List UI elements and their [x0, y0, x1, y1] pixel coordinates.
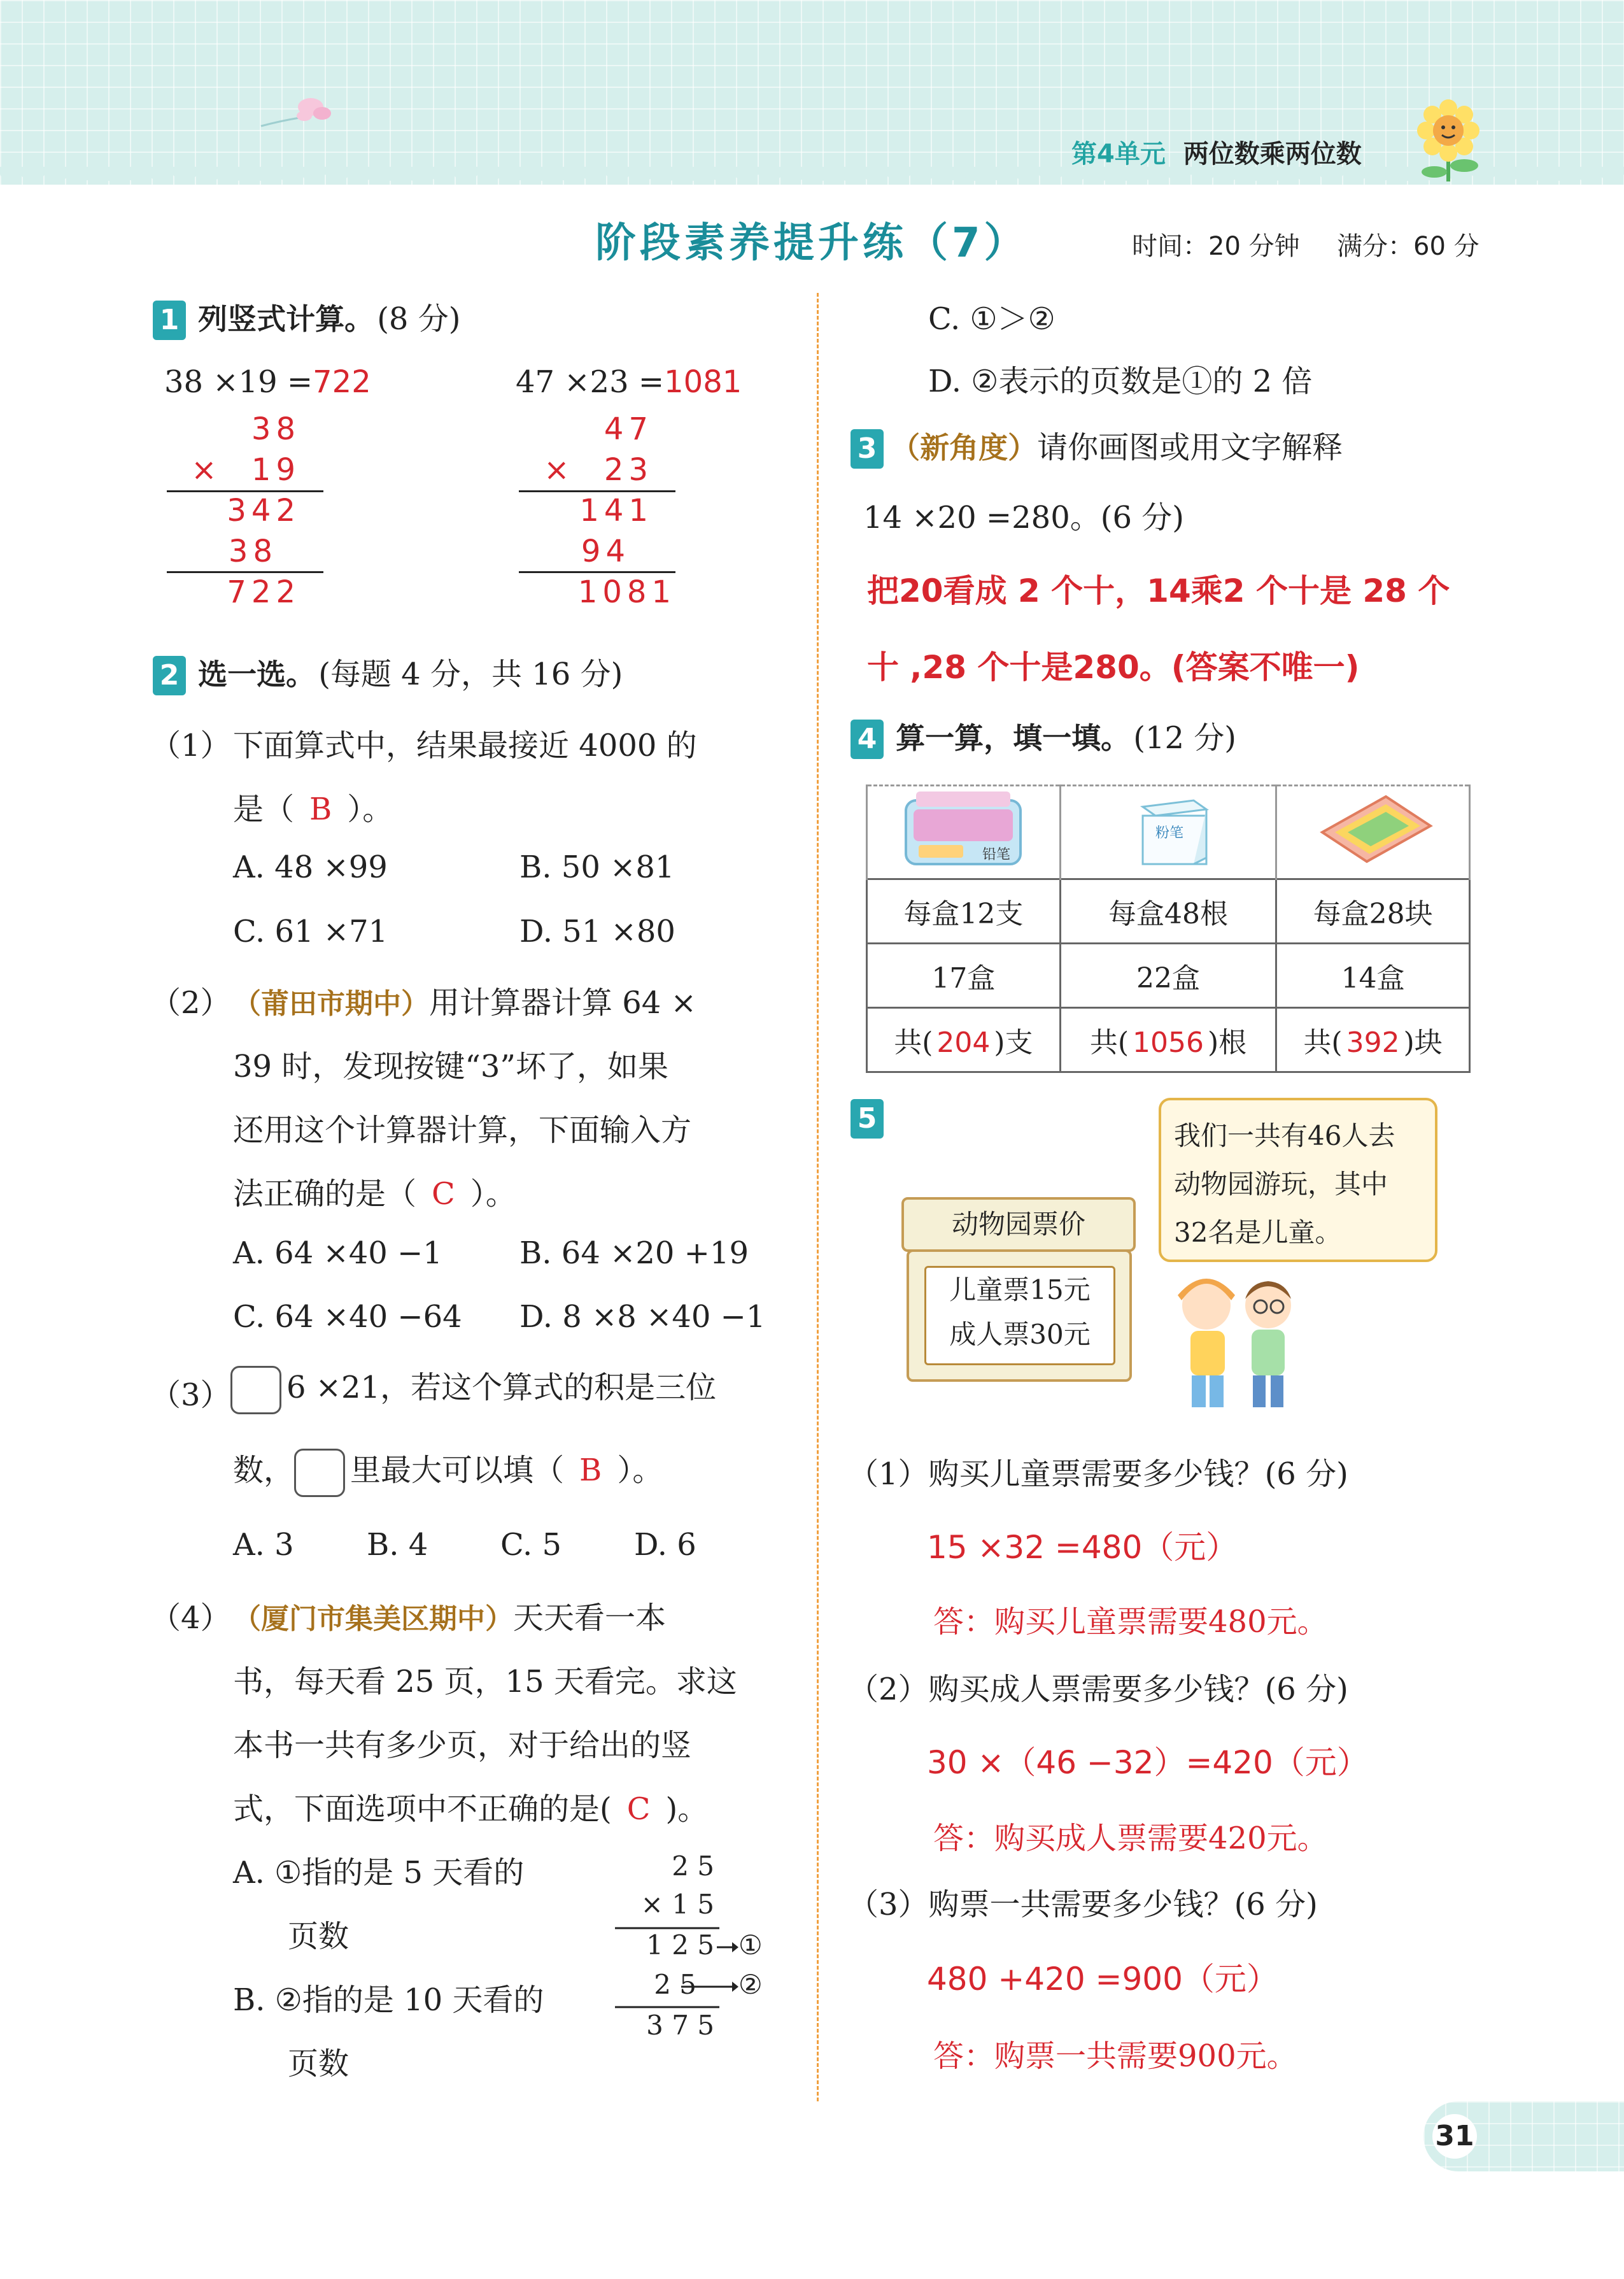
page-number: 31 [1432, 2114, 1477, 2159]
q4-answer-1: 204 [936, 1026, 991, 1059]
q2-4-answer: C [626, 1791, 651, 1827]
sunflower-icon [1410, 96, 1486, 185]
adult-price: 成人票30元 [949, 1319, 1091, 1350]
q1-title: 列竖式计算。 [198, 302, 374, 336]
q2-2-line2: 39 时，发现按键“3”坏了，如果 [233, 1049, 668, 1084]
q5-2-answer: 答：购买成人票需要420元。 [933, 1821, 1328, 1856]
q1-expr-2: 47 ×23 = [516, 364, 665, 400]
q3-header [851, 423, 1343, 469]
table-cell [1060, 786, 1276, 879]
q3-answer-line1: 把20看成 2 个十，14乘2 个十是 28 个 [867, 572, 1450, 609]
score-label: 满分：60 分 [1337, 232, 1479, 261]
crayon-box-icon [1303, 788, 1443, 870]
q1-problem-2 [516, 364, 742, 400]
unit-label: 第4单元 [1071, 139, 1166, 169]
q2-2-line4 [233, 1169, 516, 1213]
table-cell [1276, 1008, 1470, 1072]
text: 6 ×21，若这个算式的积是三位 [286, 1370, 717, 1405]
q2-2-line1 [233, 978, 696, 1022]
q1-expr-1: 38 ×19 = [164, 364, 313, 400]
text: )块 [1403, 1026, 1443, 1059]
option-c: C. 64 ×40 −64 [233, 1299, 462, 1335]
text: 共( [1089, 1026, 1129, 1059]
q1-answer-1: 722 [313, 364, 371, 400]
text: 共( [894, 1026, 933, 1059]
option-d: D. 6 [634, 1527, 696, 1563]
q3-score: (6 分) [1100, 500, 1184, 536]
q5-badge: 5 [851, 1099, 884, 1139]
vertical-row: × 1 5 [640, 1889, 714, 1920]
header-band [0, 0, 1624, 185]
q2-badge: 2 [153, 656, 186, 695]
option-b: B. 64 ×20 +19 [519, 1235, 749, 1271]
text: 是（ [233, 792, 295, 827]
price-panel [924, 1266, 1115, 1365]
option-a: A. 64 ×40 −1 [233, 1235, 442, 1271]
vertical-lines [611, 1847, 796, 2063]
vertical-row: 38 [228, 534, 278, 569]
option-d: D. 51 ×80 [519, 914, 675, 949]
option-c: C. 5 [500, 1527, 562, 1563]
table-row [867, 786, 1470, 879]
vertical-row: × 23 [544, 452, 653, 488]
text: (6 分) [1234, 1887, 1318, 1922]
table-row [867, 1008, 1470, 1072]
vertical-row: 94 [581, 534, 630, 569]
q2-2-label: （2） [150, 985, 231, 1021]
table-row [867, 944, 1470, 1008]
text: 动物园游玩，其中 [1174, 1168, 1388, 1200]
chalk-box-icon [1098, 788, 1238, 870]
q2-4-line1 [233, 1593, 666, 1637]
text: 共( [1303, 1026, 1343, 1059]
q2-4-option-b: B. ②指的是 10 天看的 [233, 1982, 544, 2018]
pencil-box-label: 铅笔 [982, 846, 1011, 863]
q2-header [153, 650, 623, 695]
q3-line1: 请你画图或用文字解释 [1037, 430, 1343, 465]
text: 法正确的是（ [233, 1176, 417, 1212]
table-row [867, 879, 1470, 944]
vertical-row: 3 7 5 [646, 2010, 714, 2041]
q2-4-line4 [233, 1784, 708, 1828]
q2-2-tag: （莆田市期中） [233, 988, 429, 1020]
q2-2-answer: C [432, 1176, 455, 1212]
q2-3-line1 [230, 1363, 716, 1414]
pencil-box-icon [893, 788, 1033, 870]
vertical-row: 2 5 [654, 1969, 696, 2000]
q2-4-line3: 本书一共有多少页，对于给出的竖 [233, 1728, 692, 1763]
text: 天天看一本 [513, 1600, 667, 1636]
text: ）。 [347, 792, 393, 827]
chalk-box-label: 粉笔 [1155, 825, 1183, 841]
vertical-row: 722 [227, 574, 300, 610]
vertical-row: 1081 [577, 574, 676, 610]
q4-badge: 4 [851, 720, 884, 759]
table-cell: 每盒12支 [867, 879, 1061, 944]
table-cell [867, 786, 1061, 879]
q2-4-option-d: D. ②表示的页数是①的 2 倍 [928, 364, 1313, 399]
q5-2-question [848, 1665, 1348, 1708]
q2-4-vertical [611, 1847, 796, 2063]
table-cell: 17盒 [867, 944, 1061, 1008]
circle-1-mark: ① [738, 1929, 763, 1961]
table-cell [1060, 1008, 1276, 1072]
column-divider [817, 293, 819, 2101]
text: 数， [233, 1452, 295, 1488]
q5-3-question [848, 1880, 1318, 1924]
text: )。 [665, 1791, 709, 1827]
text: 32名是儿童。 [1174, 1217, 1342, 1248]
q1-vertical-1 [164, 409, 323, 613]
blank-box [230, 1366, 281, 1414]
q2-3-label: （3） [150, 1377, 231, 1413]
child-price: 儿童票15元 [949, 1274, 1091, 1305]
text: 购买成人票需要多少钱？ [928, 1672, 1265, 1707]
butterfly-icon [255, 89, 344, 134]
bubble-text [1161, 1100, 1435, 1257]
vertical-line [167, 490, 323, 492]
q4-header [851, 713, 1236, 759]
zoo-sign-title: 动物园票价 [901, 1197, 1136, 1252]
q5-header [851, 1099, 884, 1139]
circle-2-mark: ② [738, 1969, 763, 2000]
q5-3-calc: 480 +420 =900（元） [927, 1961, 1278, 1998]
blank-box [294, 1449, 345, 1497]
q3-badge: 3 [851, 429, 884, 469]
q3-line2 [863, 493, 1184, 537]
q2-1-answer: B [309, 792, 332, 827]
q4-answer-2: 1056 [1133, 1026, 1204, 1059]
q1-score: (8 分) [377, 301, 461, 337]
q1-vertical-2 [517, 409, 676, 613]
option-b: B. 50 ×81 [519, 849, 675, 885]
table-cell: 14盒 [1276, 944, 1470, 1008]
vertical-line [519, 571, 675, 573]
vertical-row: 1 2 5 [646, 1929, 714, 1961]
q2-title: 选一选。 [198, 657, 316, 692]
q2-2-line3: 还用这个计算器计算，下面输入方 [233, 1112, 692, 1148]
q2-1-line2 [233, 785, 393, 828]
q3-answer-line2: 十 ,28 个十是280。(答案不唯一) [867, 649, 1360, 686]
q2-4-option-c: C. ①＞② [928, 301, 1056, 337]
text: (6 分) [1264, 1456, 1348, 1492]
text: （2） [848, 1672, 929, 1707]
table-cell: 每盒28块 [1276, 879, 1470, 944]
unit-label-row [1071, 134, 1362, 170]
vertical-line [519, 490, 675, 492]
q4-title: 算一算，填一填。 [896, 721, 1131, 755]
option-a: A. 3 [233, 1527, 294, 1563]
q4-score: (12 分) [1133, 720, 1236, 756]
vertical-row: × 19 [191, 452, 300, 488]
q5-2-calc: 30 ×（46 −32）=420（元） [927, 1744, 1369, 1781]
q2-4-line2: 书，每天看 25 页，15 天看完。求这 [233, 1664, 737, 1700]
vertical-row: 342 [227, 493, 300, 529]
q2-3-line2 [233, 1445, 663, 1497]
vertical-line [167, 571, 323, 573]
text: 式，下面选项中不正确的是( [233, 1791, 612, 1827]
vertical-row: 38 [251, 411, 300, 447]
table-cell: 每盒48根 [1060, 879, 1276, 944]
q3-tag: （新角度） [891, 430, 1038, 465]
text: 购买儿童票需要多少钱？ [928, 1456, 1265, 1492]
q5-1-calc: 15 ×32 =480（元） [927, 1529, 1238, 1566]
q5-1-question [848, 1449, 1348, 1493]
option-d: D. 8 ×8 ×40 −1 [519, 1299, 766, 1335]
text: 14 ×20 =280。 [863, 500, 1101, 536]
q2-4-option-a: A. ①指的是 5 天看的 [233, 1855, 525, 1891]
page-title: 阶段素养提升练（7） [595, 220, 1029, 267]
q2-4-option-b-cont: 页数 [288, 2046, 350, 2082]
q4-table [866, 785, 1471, 1073]
q1-problem-1 [164, 364, 371, 400]
time-label: 时间：20 分钟 [1132, 232, 1300, 261]
q1-header [153, 294, 460, 340]
q2-4-option-a-cont: 页数 [288, 1919, 350, 1954]
table-cell [1276, 786, 1470, 879]
q2-4-label: （4） [150, 1600, 231, 1636]
q4-answer-3: 392 [1346, 1026, 1400, 1059]
text: 购票一共需要多少钱？ [928, 1887, 1234, 1922]
header-wave [0, 167, 1624, 192]
unit-title: 两位数乘两位数 [1183, 139, 1362, 169]
option-c: C. 61 ×71 [233, 914, 388, 949]
vertical-row: 47 [604, 411, 653, 447]
table-cell [867, 1008, 1061, 1072]
text: ）。 [470, 1176, 516, 1212]
vertical-row: 141 [579, 493, 653, 529]
q2-1-label: （1） [150, 728, 231, 763]
text: )根 [1207, 1026, 1247, 1059]
text: 用计算器计算 64 × [429, 985, 696, 1021]
text: （3） [848, 1887, 929, 1922]
q2-1-line1: 下面算式中，结果最接近 4000 的 [233, 728, 697, 763]
option-a: A. 48 ×99 [233, 849, 388, 885]
text: )支 [994, 1026, 1033, 1059]
speech-bubble [1159, 1098, 1437, 1262]
text: 我们一共有46人去 [1174, 1120, 1395, 1151]
zoo-sign-board [907, 1249, 1132, 1382]
q2-score: (每题 4 分，共 16 分) [318, 657, 623, 692]
q1-answer-2: 1081 [664, 364, 742, 400]
q2-4-tag: （厦门市集美区期中） [233, 1603, 513, 1635]
vertical-row: 2 5 [672, 1850, 714, 1882]
kids-illustration [1159, 1267, 1318, 1426]
text: （1） [848, 1456, 929, 1492]
q5-1-answer: 答：购买儿童票需要480元。 [933, 1604, 1328, 1640]
text: 里最大可以填（ [350, 1452, 565, 1488]
q2-3-answer: B [579, 1452, 602, 1488]
text: ）。 [617, 1452, 663, 1488]
option-b: B. 4 [367, 1527, 428, 1563]
text: (6 分) [1264, 1672, 1348, 1707]
table-cell: 22盒 [1060, 944, 1276, 1008]
q5-3-answer: 答：购票一共需要900元。 [933, 2038, 1297, 2074]
q1-badge: 1 [153, 301, 186, 340]
